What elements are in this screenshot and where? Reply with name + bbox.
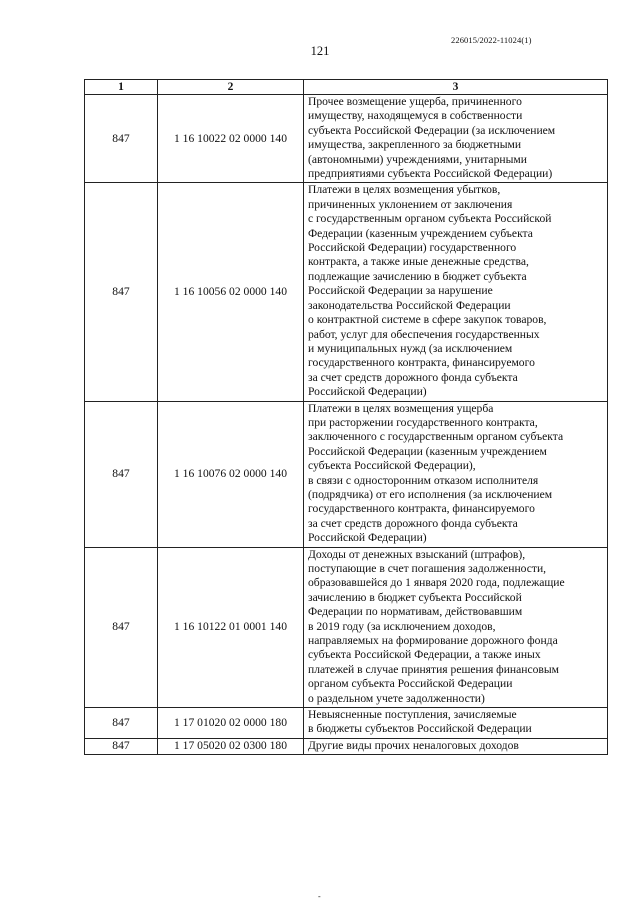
description-line: зачислению в бюджет субъекта Российской <box>308 590 522 604</box>
description-line: (автономными) учреждениями, унитарными <box>308 152 527 166</box>
page-number: 121 <box>310 44 330 58</box>
description-line: направляемых на формирование дорожного фонда <box>308 634 558 648</box>
budget-classification-code-cell: 1 16 10122 01 0001 140 <box>158 547 304 707</box>
description-line: Российской Федерации (казенным учреждением <box>308 444 547 458</box>
revenue-description-cell <box>304 708 608 739</box>
admin-code-cell: 847 <box>85 708 158 739</box>
description-line: государственного контракта, финансируемого <box>308 502 535 516</box>
description-line: в связи с односторонним отказом исполнителя <box>308 473 539 487</box>
footer-mark: - <box>318 892 321 901</box>
column-header-1: 1 <box>85 80 158 95</box>
description-line: заключенного с государственным органом субъекта <box>308 430 564 444</box>
description-line: о раздельном учете задолженности) <box>308 691 485 705</box>
description-line: субъекта Российской Федерации (за исключением <box>308 123 556 137</box>
admin-code-cell: 847 <box>85 738 158 754</box>
description-line: субъекта Российской Федерации, а также иных <box>308 648 541 662</box>
table-row <box>85 401 608 547</box>
admin-code-cell: 847 <box>85 547 158 707</box>
revenue-description-cell <box>304 401 608 547</box>
revenue-description-cell <box>304 95 608 183</box>
budget-classification-code-cell: 1 16 10076 02 0000 140 <box>158 401 304 547</box>
description-line: Федерации по нормативам, действовавшим <box>308 605 523 619</box>
table-row <box>85 95 608 183</box>
description-line: Прочее возмещение ущерба, причиненного <box>308 95 522 108</box>
budget-classification-code-cell: 1 16 10056 02 0000 140 <box>158 183 304 401</box>
budget-classification-code-cell: 1 17 01020 02 0000 180 <box>158 708 304 739</box>
column-header-2: 2 <box>158 80 304 95</box>
description-line: образовавшейся до 1 января 2020 года, подлежащие <box>308 576 565 590</box>
table-row <box>85 183 608 401</box>
description-line: в 2019 году (за исключением доходов, <box>308 619 496 633</box>
description-line: Другие виды прочих неналоговых доходов <box>308 738 519 752</box>
description-line: Российской Федерации) государственного <box>308 241 517 255</box>
description-line: за счет средств дорожного фонда субъекта <box>308 370 518 384</box>
description-line: Российской Федерации) <box>308 531 427 545</box>
column-header-3: 3 <box>304 80 608 95</box>
description-line: Доходы от денежных взысканий (штрафов), <box>308 547 526 561</box>
description-line: органом субъекта Российской Федерации <box>308 677 513 691</box>
budget-codes-table <box>84 79 608 755</box>
description-line: о контрактной системе в сфере закупок товаров, <box>308 313 547 327</box>
description-line: имущества, закрепленного за бюджетными <box>308 138 522 152</box>
description-line: за счет средств дорожного фонда субъекта <box>308 516 518 530</box>
description-line: причиненных уклонением от заключения <box>308 197 513 211</box>
description-line: субъекта Российской Федерации), <box>308 459 476 473</box>
budget-classification-code-cell: 1 16 10022 02 0000 140 <box>158 95 304 183</box>
description-line: (подрядчика) от его исполнения (за исключением <box>308 487 553 501</box>
description-line: работ, услуг для обеспечения государственных <box>308 327 540 341</box>
table-row <box>85 738 608 754</box>
budget-classification-code-cell: 1 17 05020 02 0300 180 <box>158 738 304 754</box>
table-row <box>85 708 608 739</box>
revenue-description-cell <box>304 738 608 754</box>
description-line: Платежи в целях возмещения убытков, <box>308 183 501 197</box>
description-line: государственного контракта, финансируемого <box>308 356 535 370</box>
description-line: платежей в случае принятия решения финансовым <box>308 662 559 676</box>
table-header-row <box>85 80 608 95</box>
description-line: Невыясненные поступления, зачисляемые <box>308 708 517 722</box>
description-line: подлежащие зачислению в бюджет субъекта <box>308 269 527 283</box>
description-line: Федерации (казенным учреждением субъекта <box>308 226 533 240</box>
revenue-description-cell <box>304 183 608 401</box>
description-line: и муниципальных нужд (за исключением <box>308 341 513 355</box>
revenue-description-cell <box>304 547 608 707</box>
admin-code-cell: 847 <box>85 183 158 401</box>
description-line: Платежи в целях возмещения ущерба <box>308 401 494 415</box>
description-line: с государственным органом субъекта Российской <box>308 212 552 226</box>
description-line: Российской Федерации за нарушение <box>308 284 493 298</box>
description-line: законодательства Российской Федерации <box>308 298 511 312</box>
admin-code-cell: 847 <box>85 95 158 183</box>
description-line: имуществу, находящемуся в собственности <box>308 109 523 123</box>
description-line: поступающие в счет погашения задолженности, <box>308 562 547 575</box>
description-line: Российской Федерации) <box>308 385 427 399</box>
description-line: контракта, а также иные денежные средства, <box>308 255 529 269</box>
description-line: при расторжении государственного контракта, <box>308 415 538 429</box>
admin-code-cell: 847 <box>85 401 158 547</box>
description-line: в бюджеты субъектов Российской Федерации <box>308 722 532 736</box>
description-line: предприятиями субъекта Российской Федерации) <box>308 167 553 181</box>
table-row <box>85 547 608 707</box>
document-id: 226015/2022-11024(1) <box>451 35 532 45</box>
